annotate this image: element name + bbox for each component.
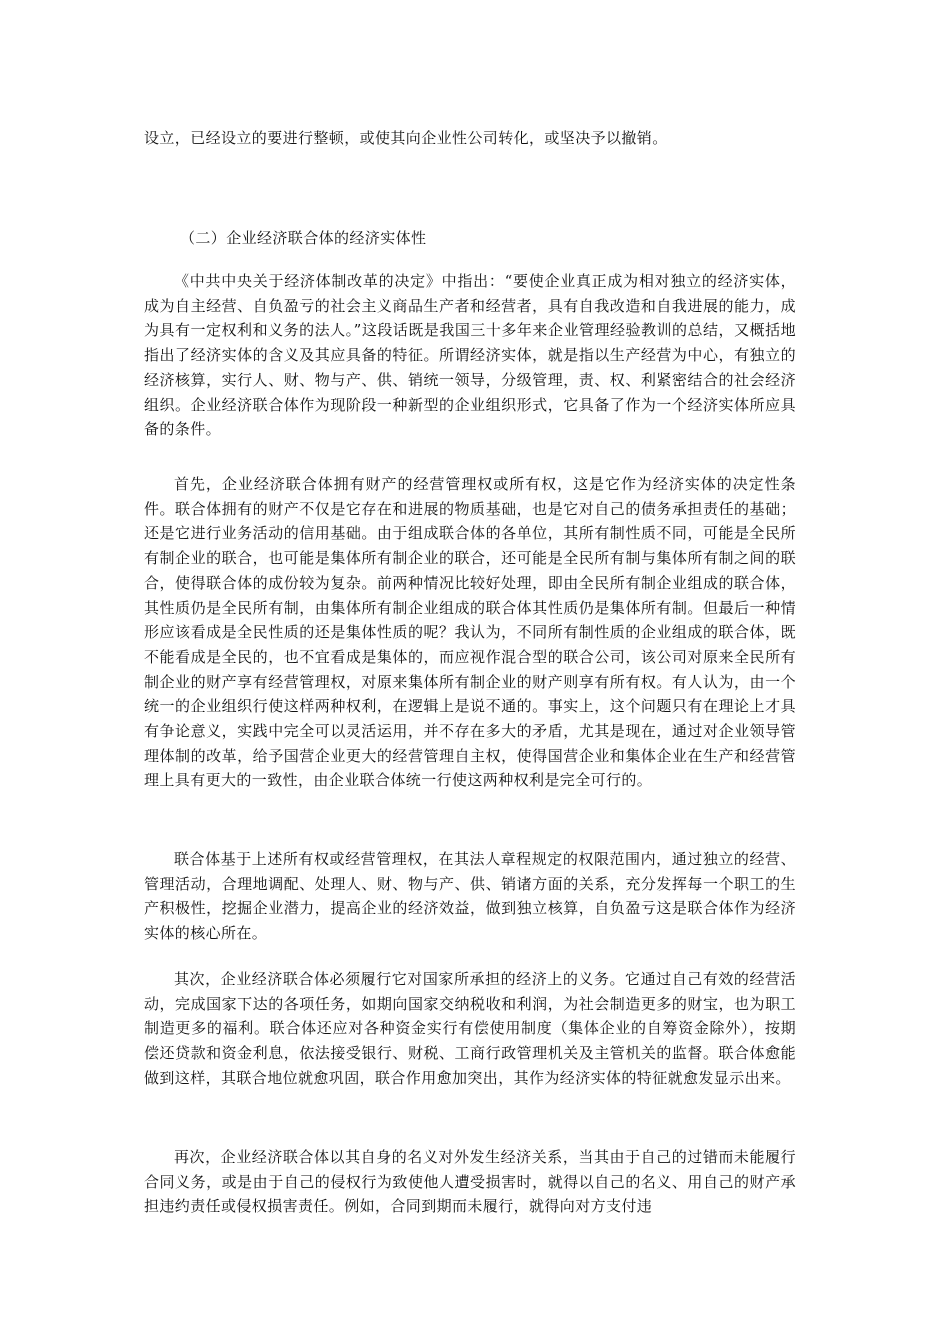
continuation-line: 设立，已经设立的要进行整顿，或使其向企业性公司转化，或坚决予以撤销。 [144, 129, 668, 147]
paragraph-liability: 再次，企业经济联合体以其自身的名义对外发生经济关系，当其由于自己的过错而未能履行合同义务，或是由于自己的侵权行为致使他人遭受损害时，就得以自己的名义、用自己的财产承担违约责任或侵权损害责任。例如，合同到期而未履行，就得向对方支付违 [144, 1148, 796, 1216]
paragraph-definition: 《中共中央关于经济体制改革的决定》中指出：“要使企业真正成为相对独立的经济实体，成为自主经营、自负盈亏的社会主义商品生产者和经营者，具有自我改造和自我进展的能力，成为具有一定权利和义务的法人。”这段话既是我国三十多年来企业管理经验教训的总结，又概括地指出了经济实体的含义及其应具备的特征。所谓经济实体，就是指以生产经营为中心，有独立的经济核算，实行人、财、物与产、供、销统一领导，分级管理，责、权、利紧密结合的社会经济组织。企业经济联合体作为现阶段一种新型的企业组织形式，它具备了作为一个经济实体所应具备的条件。 [144, 272, 796, 439]
section-heading: （二）企业经济联合体的经济实体性 [180, 229, 427, 247]
paragraph-obligations: 其次，企业经济联合体必须履行它对国家所承担的经济上的义务。它通过自己有效的经营活动，完成国家下达的各项任务，如期向国家交纳税收和利润，为社会制造更多的财宝，也为职工制造更多的福利。联合体还应对各种资金实行有偿使用制度（集体企业的自筹资金除外），按期偿还贷款和资金利息，依法接受银行、财税、工商行政管理机关及主管机关的监督。联合体愈能做到这样，其联合地位就愈巩固，联合作用愈加突出，其作为经济实体的特征就愈发显示出来。 [144, 970, 796, 1087]
paragraph-core: 联合体基于上述所有权或经营管理权，在其法人章程规定的权限范围内，通过独立的经营、管理活动，合理地调配、处理人、财、物与产、供、销诸方面的关系，充分发挥每一个职工的生产积极性，挖掘企业潜力，提高企业的经济效益，做到独立核算，自负盈亏这是联合体作为经济实体的核心所在。 [144, 850, 796, 943]
paragraph-ownership: 首先，企业经济联合体拥有财产的经营管理权或所有权，这是它作为经济实体的决定性条件。联合体拥有的财产不仅是它存在和进展的物质基础，也是它对自己的债务承担责任的基础；还是它进行业务活动的信用基础。由于组成联合体的各单位，其所有制性质不同，可能是全民所有制企业的联合，也可能是集体所有制企业的联合，还可能是全民所有制与集体所有制之间的联合，使得联合体的成份较为复杂。前两种情况比较好处理，即由全民所有制企业组成的联合体，其性质仍是全民所有制，由集体所有制企业组成的联合体其性质仍是集体所有制。但最后一种情形应该看成是全民性质的还是集体性质的呢？我认为，不同所有制性质的企业组成的联合体，既不能看成是全民的，也不宜看成是集体的，而应视作混合型的联合公司，该公司对原来全民所有制企业的财产享有经营管理权，对原来集体所有制企业的财产则享有所有权。有人认为，由一个统一的企业组织行使这样两种权利，在逻辑上是说不通的。事实上，这个问题只有在理论上才具有争论意义，实践中完全可以灵活运用，并不存在多大的矛盾，尤其是现在，通过对企业领导管理体制的改革，给予国营企业更大的经营管理自主权，使得国营企业和集体企业在生产和经营管理上具有更大的一致性，由企业联合体统一行使这两种权利是完全可行的。 [144, 475, 796, 790]
